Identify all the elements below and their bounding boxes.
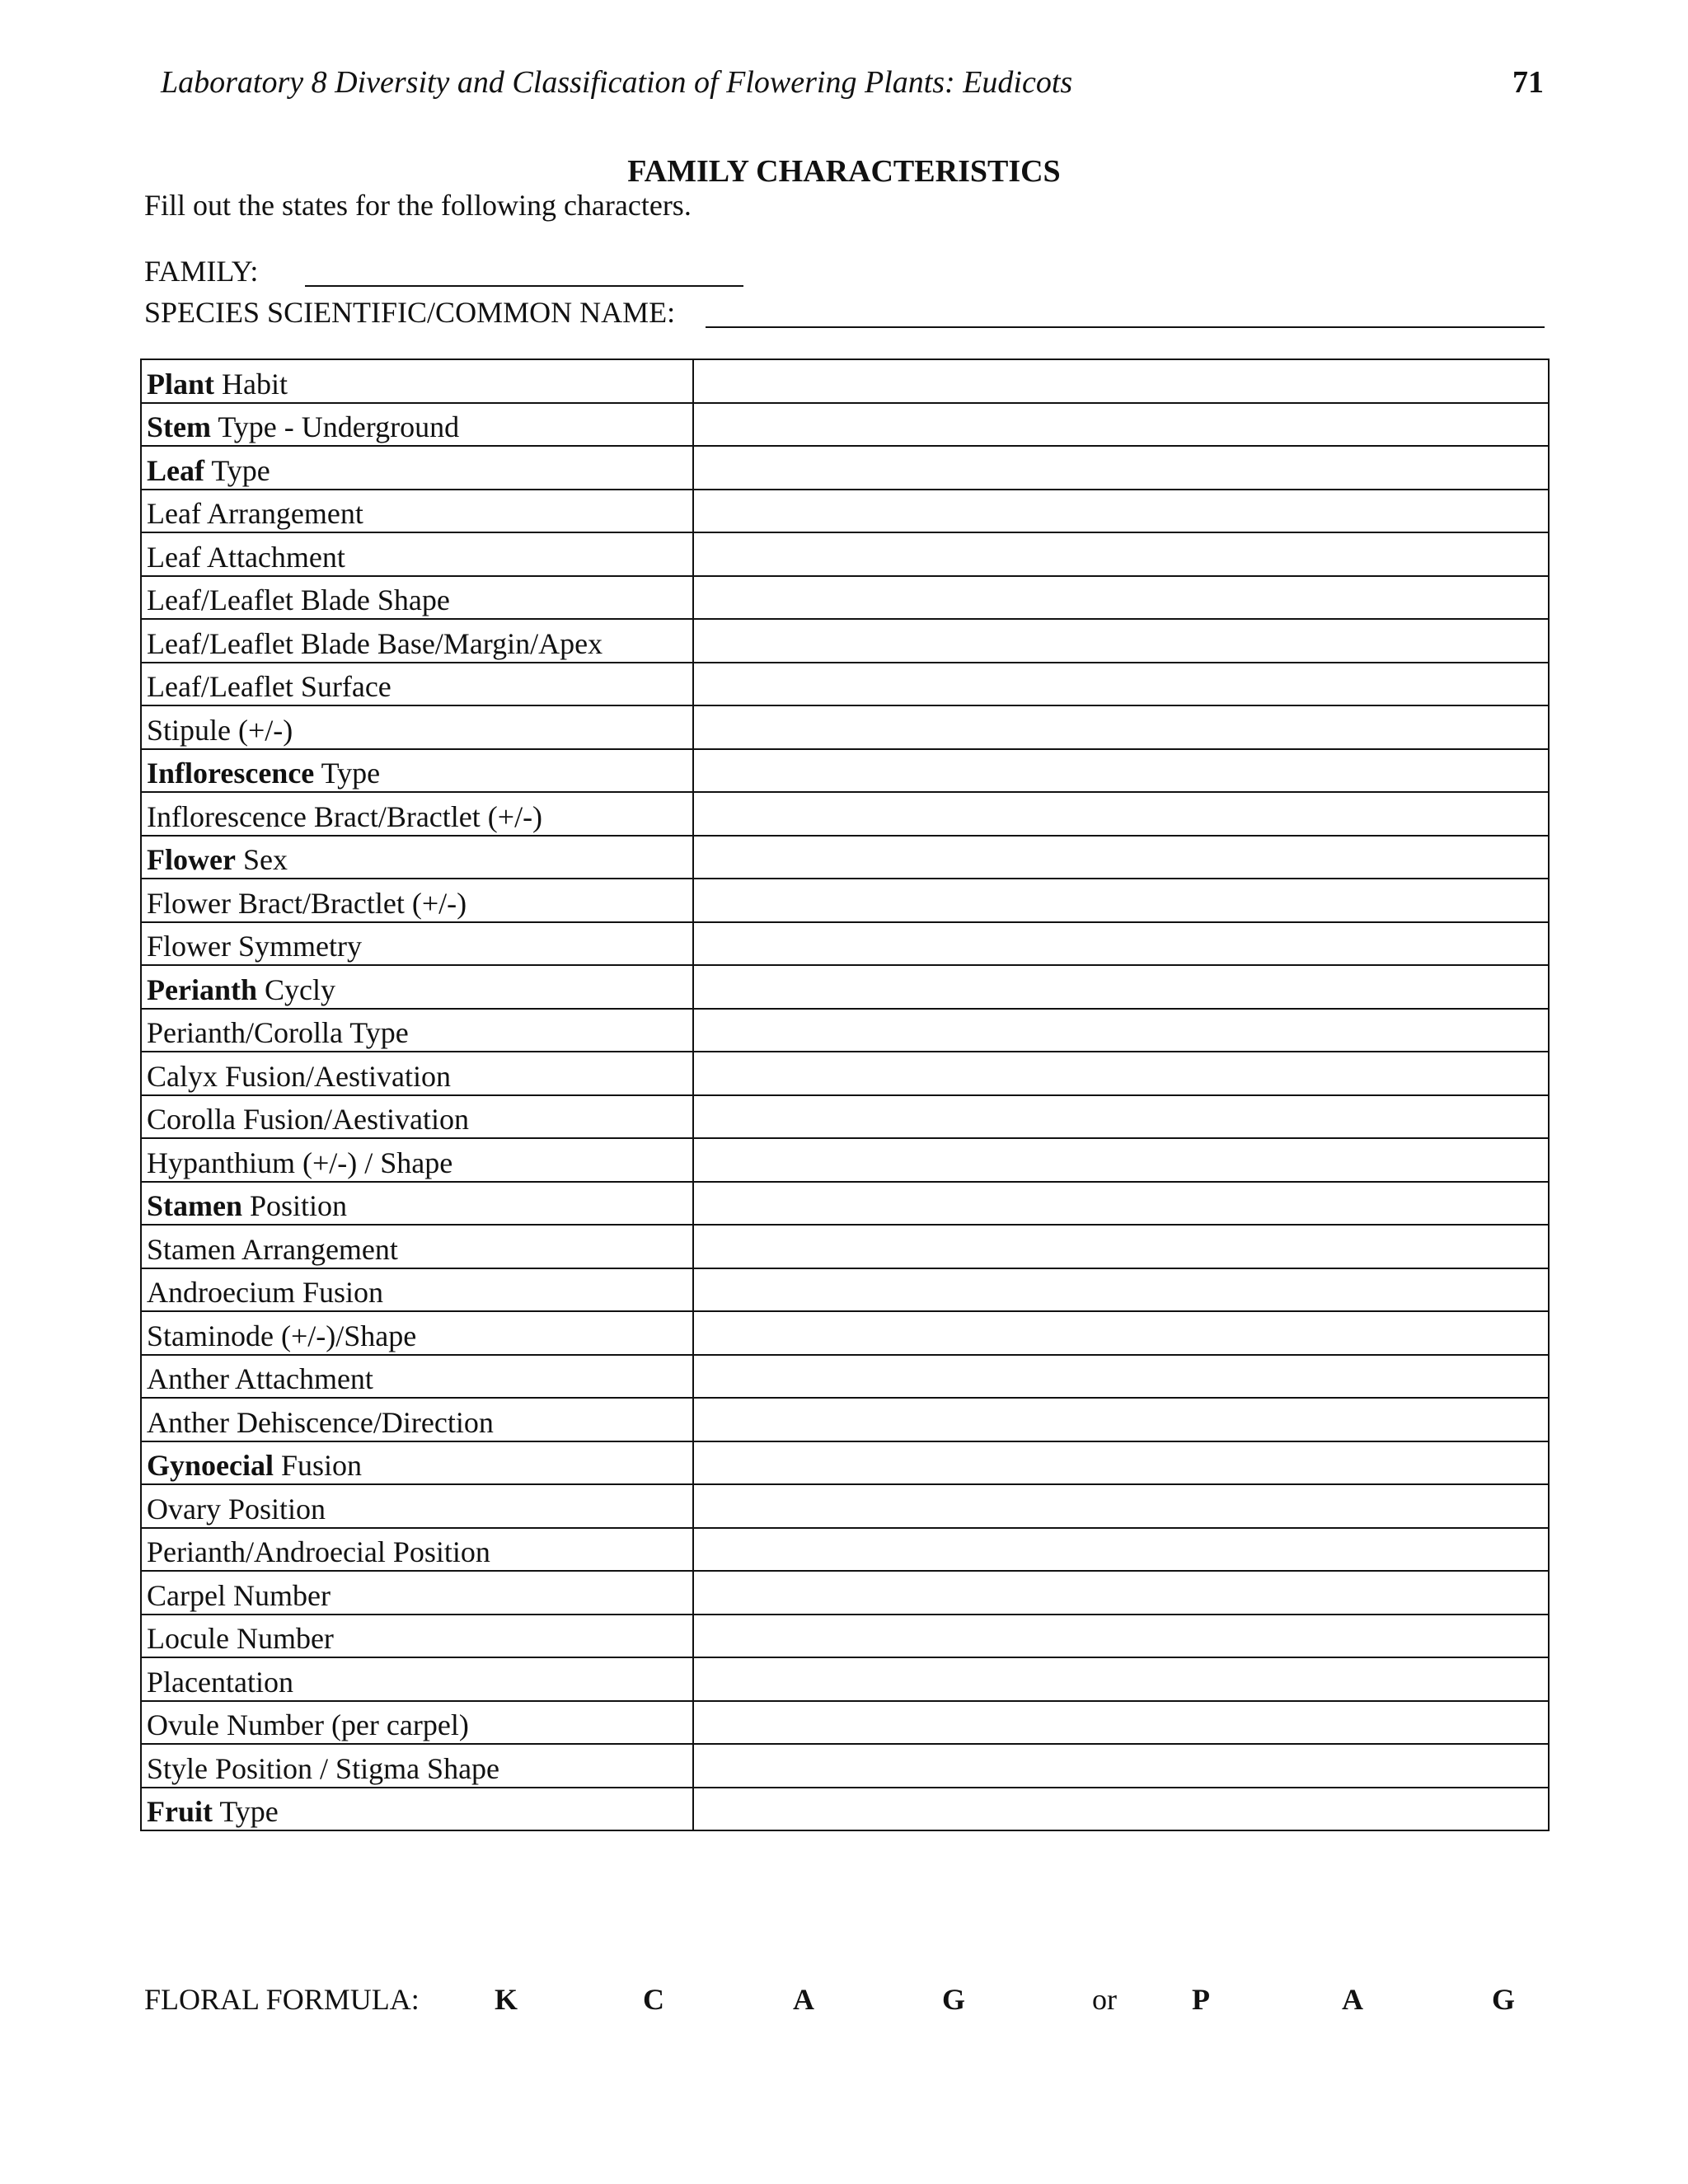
- character-label-bold: Stem: [147, 410, 211, 443]
- character-label-cell: [141, 1701, 693, 1745]
- floral-symbol-c: C: [643, 1983, 664, 2016]
- character-label-cell: [141, 1441, 693, 1485]
- character-label-cell: [141, 705, 693, 749]
- character-label-cell: [141, 1744, 693, 1788]
- table-row: [141, 965, 1549, 1009]
- character-state-cell[interactable]: [693, 446, 1549, 490]
- character-state-cell[interactable]: [693, 1615, 1549, 1658]
- character-label-bold: Fruit: [147, 1795, 213, 1828]
- character-state-cell[interactable]: [693, 1657, 1549, 1701]
- character-state-cell[interactable]: [693, 879, 1549, 922]
- floral-symbol-k: K: [495, 1983, 518, 2016]
- table-row: [141, 792, 1549, 836]
- table-row: [141, 1095, 1549, 1139]
- character-label-text: Flower Symmetry: [147, 930, 362, 963]
- character-label-text: Type: [204, 453, 270, 487]
- character-label-text: Cycly: [256, 972, 335, 1006]
- character-label-cell: [141, 879, 693, 922]
- family-blank-field[interactable]: [305, 285, 743, 287]
- character-label-bold: Stamen: [147, 1189, 242, 1222]
- character-state-cell[interactable]: [693, 1268, 1549, 1312]
- character-state-cell[interactable]: [693, 532, 1549, 576]
- character-state-cell[interactable]: [693, 1701, 1549, 1745]
- character-label-text: Placentation: [147, 1665, 293, 1699]
- character-label-text: Ovary Position: [147, 1492, 326, 1526]
- instructions-text: Fill out the states for the following characters.: [144, 189, 692, 222]
- floral-formula-label: FLORAL FORMULA:: [144, 1983, 420, 2016]
- character-label-text: Leaf Attachment: [147, 540, 345, 574]
- character-label-bold: Perianth: [147, 972, 257, 1006]
- character-label-text: Leaf/Leaflet Blade Shape: [147, 583, 450, 616]
- table-row: [141, 1615, 1549, 1658]
- character-label-cell: [141, 403, 693, 447]
- character-label-text: Hypanthium (+/-) / Shape: [147, 1146, 453, 1179]
- table-row: [141, 749, 1549, 793]
- character-label-text: Leaf/Leaflet Blade Base/Margin/Apex: [147, 626, 603, 660]
- character-label-cell: [141, 1355, 693, 1399]
- table-row: [141, 1268, 1549, 1312]
- character-label-cell: [141, 836, 693, 879]
- table-row: [141, 879, 1549, 922]
- character-label-cell: [141, 1528, 693, 1572]
- character-label-cell: [141, 1268, 693, 1312]
- character-label-bold: Leaf: [147, 453, 204, 487]
- floral-symbol-g: G: [942, 1983, 966, 2016]
- character-label-cell: [141, 922, 693, 966]
- character-label-text: Flower Bract/Bractlet (+/-): [147, 886, 467, 920]
- character-label-text: Staminode (+/-)/Shape: [147, 1319, 417, 1352]
- character-state-cell[interactable]: [693, 792, 1549, 836]
- character-label-text: Style Position / Stigma Shape: [147, 1751, 500, 1785]
- character-state-cell[interactable]: [693, 1311, 1549, 1355]
- character-label-text: Anther Dehiscence/Direction: [147, 1405, 494, 1439]
- characters-table-body: [141, 359, 1549, 1830]
- character-label-cell: [141, 1571, 693, 1615]
- character-label-text: Leaf/Leaflet Surface: [147, 670, 392, 703]
- character-label-cell: [141, 359, 693, 403]
- table-row: [141, 1398, 1549, 1441]
- character-label-cell: [141, 663, 693, 706]
- floral-symbol-a: A: [793, 1983, 814, 2016]
- character-label-cell: [141, 1052, 693, 1095]
- character-label-text: Position: [242, 1189, 348, 1222]
- character-label-text: Sex: [235, 843, 288, 876]
- character-state-cell[interactable]: [693, 359, 1549, 403]
- character-state-cell[interactable]: [693, 836, 1549, 879]
- table-row: [141, 359, 1549, 403]
- table-row: [141, 1528, 1549, 1572]
- table-row: [141, 1182, 1549, 1226]
- character-state-cell[interactable]: [693, 1095, 1549, 1139]
- character-label-text: Type: [314, 757, 381, 790]
- character-state-cell[interactable]: [693, 403, 1549, 447]
- page-title: FAMILY CHARACTERISTICS: [627, 154, 1061, 189]
- character-label-text: Perianth/Corolla Type: [147, 1016, 409, 1049]
- table-row: [141, 663, 1549, 706]
- character-label-text: Stamen Arrangement: [147, 1232, 398, 1266]
- character-label-cell: [141, 792, 693, 836]
- character-state-cell[interactable]: [693, 490, 1549, 533]
- running-head: Laboratory 8 Diversity and Classification of Flowering Plants: Eudicots: [161, 65, 1073, 100]
- floral-formula: [0, 1982, 1688, 2023]
- character-state-cell[interactable]: [693, 749, 1549, 793]
- character-label-bold: Flower: [147, 843, 236, 876]
- character-label-cell: [141, 1138, 693, 1182]
- table-row: [141, 1744, 1549, 1788]
- character-state-cell[interactable]: [693, 1484, 1549, 1528]
- species-name-label: SPECIES SCIENTIFIC/COMMON NAME:: [144, 296, 676, 329]
- character-state-cell[interactable]: [693, 1788, 1549, 1831]
- character-label-text: Carpel Number: [147, 1578, 331, 1612]
- table-row: [141, 1701, 1549, 1745]
- character-label-text: Locule Number: [147, 1622, 334, 1655]
- table-row: [141, 1788, 1549, 1831]
- floral-formula-or: or: [1092, 1983, 1117, 2016]
- character-label-text: Ovule Number (per carpel): [147, 1708, 469, 1741]
- character-label-cell: [141, 965, 693, 1009]
- character-state-cell[interactable]: [693, 1528, 1549, 1572]
- character-label-text: Leaf Arrangement: [147, 497, 363, 530]
- character-state-cell[interactable]: [693, 576, 1549, 620]
- character-label-cell: [141, 1095, 693, 1139]
- character-label-text: Habit: [214, 367, 288, 401]
- character-state-cell[interactable]: [693, 1225, 1549, 1268]
- character-state-cell[interactable]: [693, 1441, 1549, 1485]
- character-label-cell: [141, 1657, 693, 1701]
- table-row: [141, 490, 1549, 533]
- character-label-cell: [141, 1615, 693, 1658]
- character-state-cell[interactable]: [693, 1052, 1549, 1095]
- table-row: [141, 1484, 1549, 1528]
- character-label-text: Type: [212, 1795, 279, 1828]
- character-state-cell[interactable]: [693, 922, 1549, 966]
- species-name-blank-field[interactable]: [706, 326, 1545, 328]
- character-label-cell: [141, 446, 693, 490]
- character-label-bold: Inflorescence: [147, 757, 315, 790]
- character-label-text: Inflorescence Bract/Bractlet (+/-): [147, 799, 543, 833]
- table-row: [141, 532, 1549, 576]
- character-state-cell[interactable]: [693, 1009, 1549, 1052]
- floral-symbol-p: P: [1192, 1983, 1210, 2016]
- table-row: [141, 922, 1549, 966]
- table-row: [141, 1571, 1549, 1615]
- table-row: [141, 576, 1549, 620]
- character-label-text: Type - Underground: [210, 410, 460, 443]
- family-label: FAMILY:: [144, 255, 259, 288]
- character-state-cell[interactable]: [693, 619, 1549, 663]
- table-row: [141, 1355, 1549, 1399]
- character-label-text: Corolla Fusion/Aestivation: [147, 1103, 469, 1136]
- character-label-text: Stipule (+/-): [147, 713, 293, 747]
- table-row: [141, 619, 1549, 663]
- table-row: [141, 1311, 1549, 1355]
- character-state-cell[interactable]: [693, 965, 1549, 1009]
- table-row: [141, 1052, 1549, 1095]
- character-state-cell[interactable]: [693, 1571, 1549, 1615]
- table-row: [141, 705, 1549, 749]
- character-state-cell[interactable]: [693, 705, 1549, 749]
- character-label-text: Fusion: [273, 1449, 363, 1482]
- table-row: [141, 1225, 1549, 1268]
- character-label-bold: Plant: [147, 367, 215, 401]
- characters-table: [140, 359, 1550, 1831]
- table-row: [141, 446, 1549, 490]
- character-label-cell: [141, 1009, 693, 1052]
- character-state-cell[interactable]: [693, 1744, 1549, 1788]
- character-label-cell: [141, 576, 693, 620]
- character-state-cell[interactable]: [693, 1398, 1549, 1441]
- floral-symbol-g-alt: G: [1492, 1983, 1516, 2016]
- character-label-cell: [141, 1484, 693, 1528]
- table-row: [141, 1009, 1549, 1052]
- character-label-cell: [141, 619, 693, 663]
- character-state-cell[interactable]: [693, 1182, 1549, 1226]
- character-label-cell: [141, 532, 693, 576]
- character-label-cell: [141, 1182, 693, 1226]
- floral-symbol-a-alt: A: [1342, 1983, 1363, 2016]
- character-label-cell: [141, 1225, 693, 1268]
- character-label-cell: [141, 1398, 693, 1441]
- table-row: [141, 403, 1549, 447]
- character-label-bold: Gynoecial: [147, 1449, 274, 1482]
- character-label-cell: [141, 749, 693, 793]
- character-state-cell[interactable]: [693, 663, 1549, 706]
- table-row: [141, 836, 1549, 879]
- character-label-cell: [141, 490, 693, 533]
- character-label-text: Androecium Fusion: [147, 1276, 383, 1309]
- character-state-cell[interactable]: [693, 1138, 1549, 1182]
- table-row: [141, 1441, 1549, 1485]
- page-number: 71: [1512, 65, 1544, 100]
- character-label-text: Perianth/Androecial Position: [147, 1535, 490, 1568]
- table-row: [141, 1657, 1549, 1701]
- character-state-cell[interactable]: [693, 1355, 1549, 1399]
- character-label-cell: [141, 1311, 693, 1355]
- character-label-text: Anther Attachment: [147, 1362, 373, 1395]
- character-label-text: Calyx Fusion/Aestivation: [147, 1059, 451, 1093]
- character-label-cell: [141, 1788, 693, 1831]
- table-row: [141, 1138, 1549, 1182]
